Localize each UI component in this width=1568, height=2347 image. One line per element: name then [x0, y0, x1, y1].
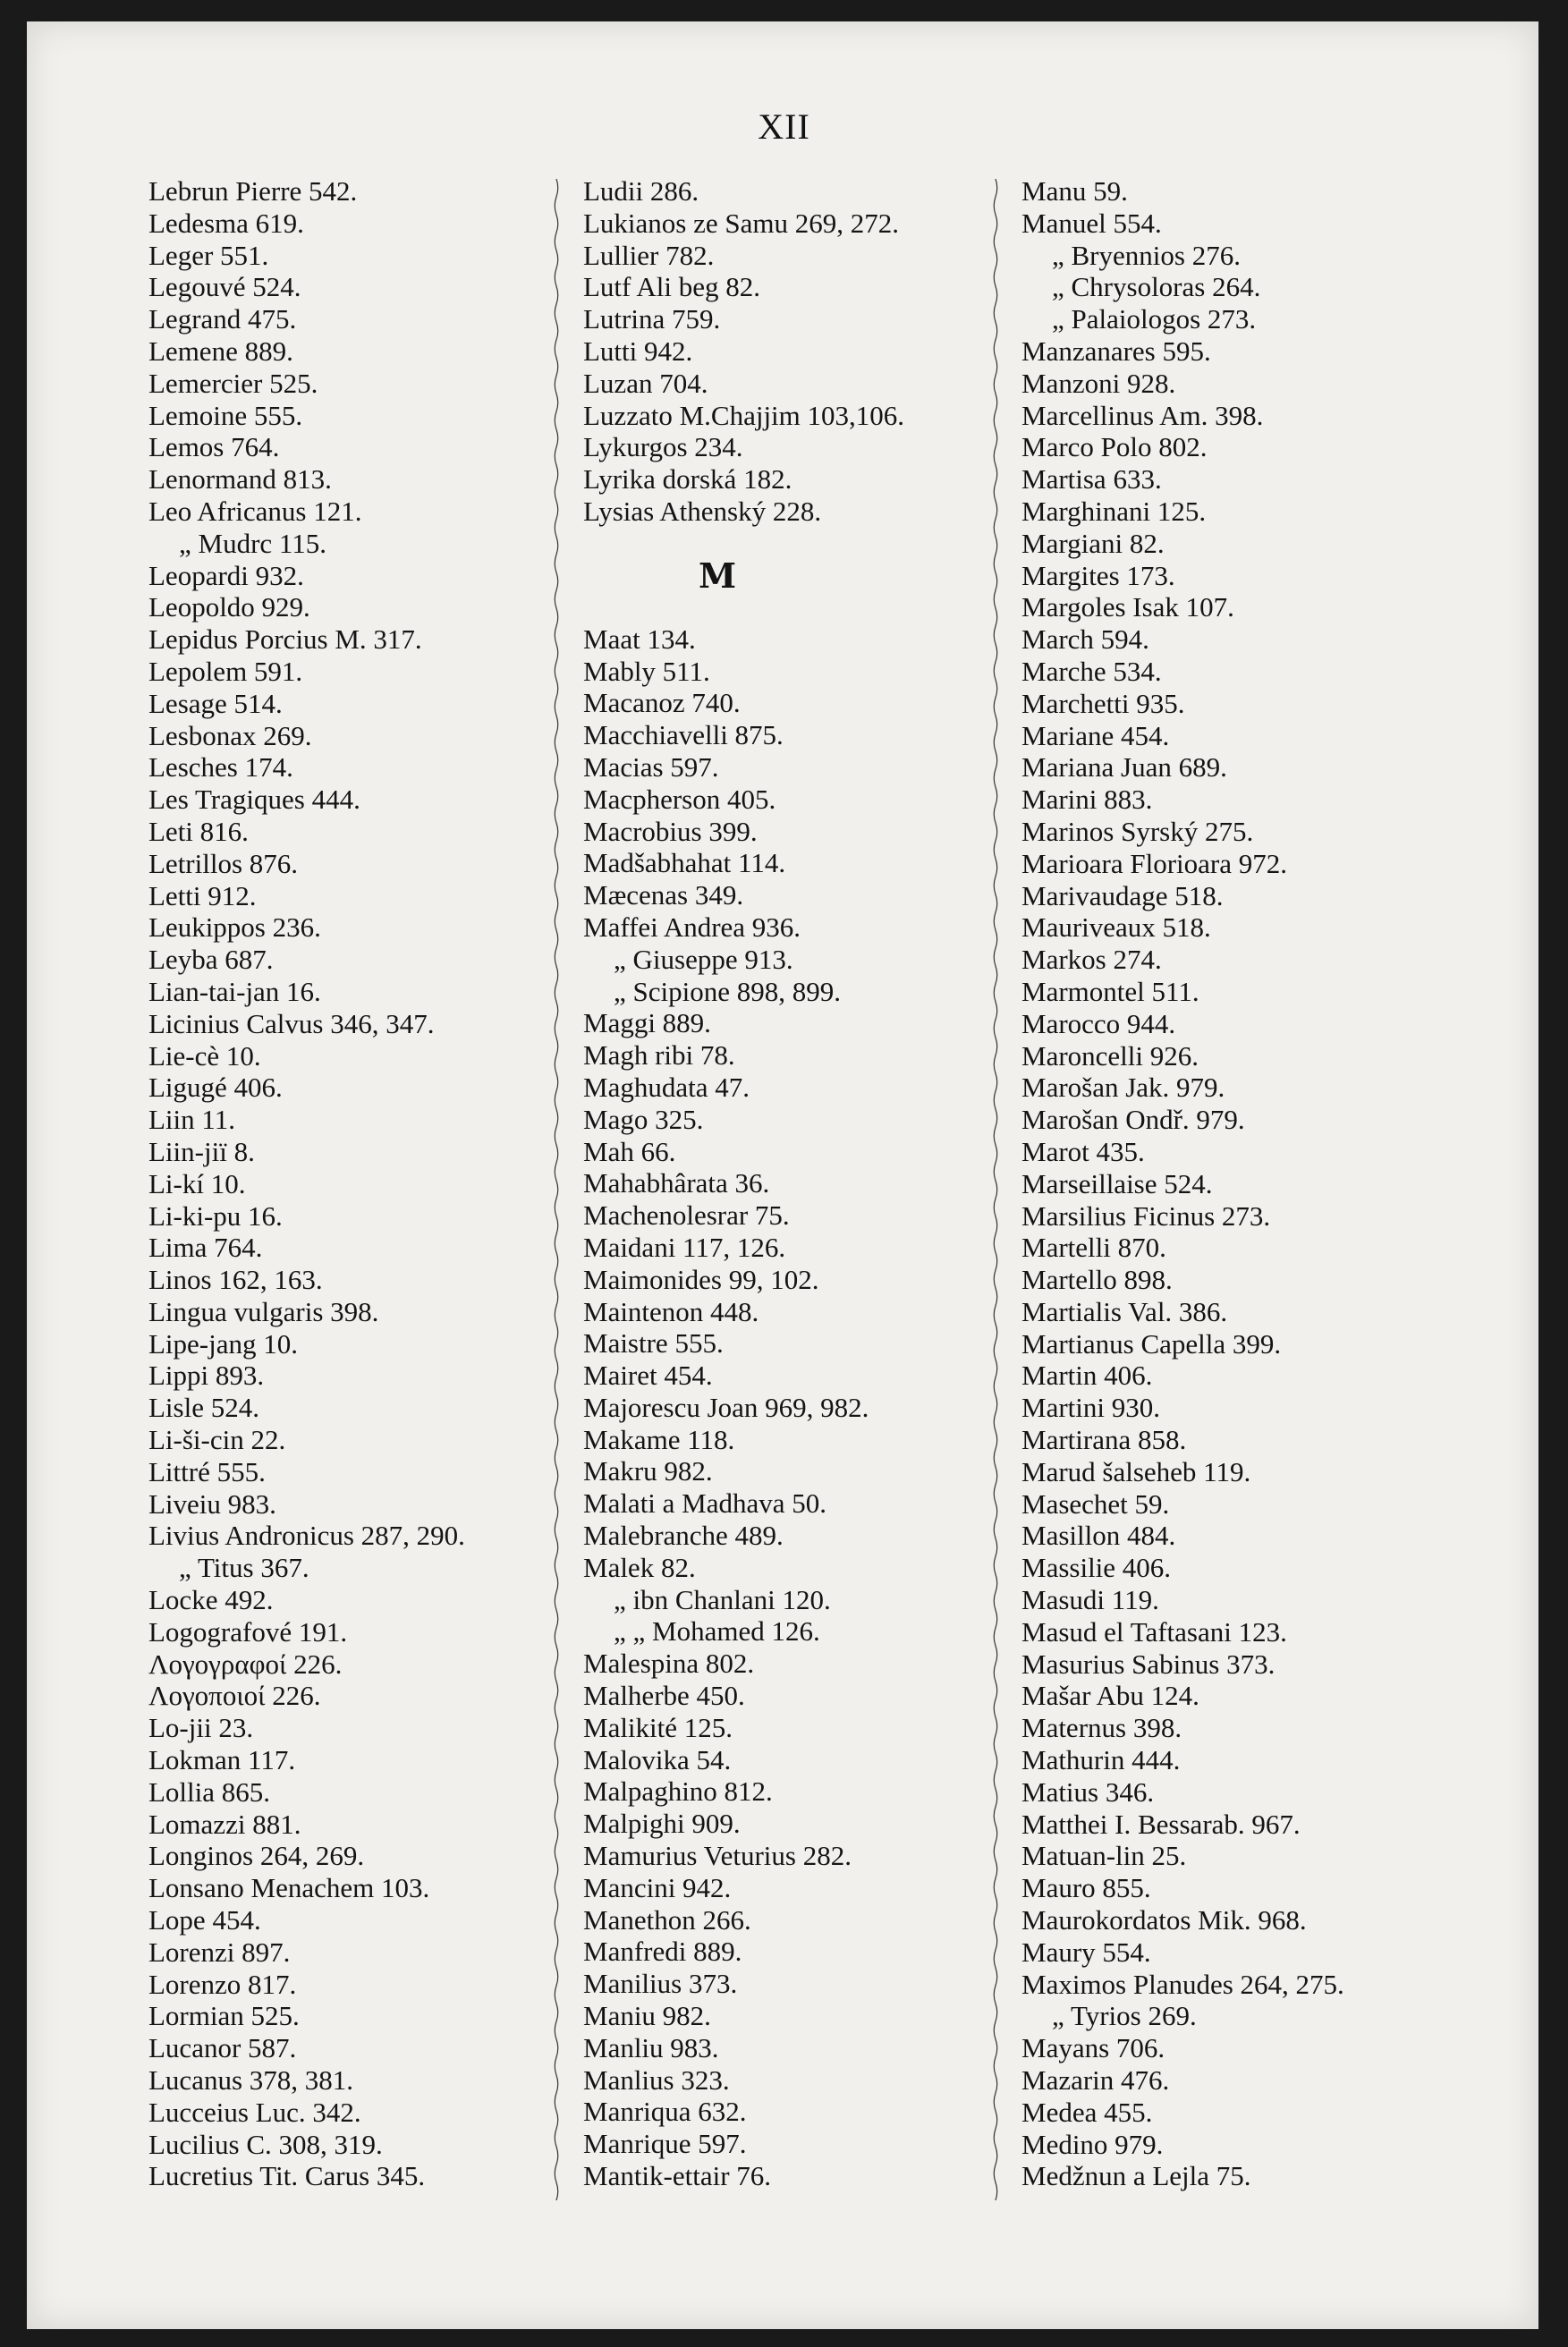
index-entry: Lucilius C. 308, 319. [148, 2128, 383, 2160]
index-entry: Li-ši-cin 22. [148, 1424, 286, 1456]
index-entry: Malebranche 489. [583, 1520, 784, 1552]
index-entry: Mayans 706. [1021, 2032, 1165, 2064]
index-entry: Lonsano Menachem 103. [148, 1872, 430, 1904]
index-entry: Maurokordatos Mik. 968. [1021, 1904, 1307, 1936]
index-entry: Lucanor 587. [148, 2032, 297, 2064]
index-entry: „ Tyrios 269. [1052, 2000, 1197, 2032]
index-entry: Lokman 117. [148, 1744, 296, 1776]
index-entry: Maroncelli 926. [1021, 1039, 1199, 1072]
index-entry: Mæcenas 349. [583, 879, 744, 911]
index-entry: Marini 883. [1021, 784, 1153, 816]
index-entry: Leti 816. [148, 815, 249, 847]
index-entry: Maistre 555. [583, 1327, 724, 1360]
index-entry: Martirana 858. [1021, 1424, 1187, 1456]
index-entry: Martelli 870. [1021, 1232, 1166, 1264]
index-entry: Madšabhahat 114. [583, 847, 786, 879]
index-entry: Maghudata 47. [583, 1071, 750, 1103]
index-entry: Lormian 525. [148, 2000, 300, 2032]
index-entry: Lutti 942. [583, 335, 693, 367]
index-entry: Medžnun a Lejla 75. [1021, 2160, 1251, 2192]
index-entry: Linos 162, 163. [148, 1264, 323, 1296]
index-entry: Licinius Calvus 346, 347. [148, 1007, 435, 1039]
index-entry: Magh ribi 78. [583, 1039, 735, 1072]
index-entry: Lucretius Tit. Carus 345. [148, 2160, 426, 2192]
index-entry: Macias 597. [583, 750, 719, 783]
index-entry: Margites 173. [1021, 559, 1175, 591]
index-entry: „ Scipione 898, 899. [614, 975, 841, 1007]
index-entry: Lope 454. [148, 1904, 261, 1936]
index-entry: Marseillaise 524. [1021, 1167, 1213, 1199]
index-entry: Mah 66. [583, 1135, 676, 1167]
page-number: XII [758, 106, 810, 147]
index-entry: Legouvé 524. [148, 271, 301, 303]
index-entry: Lepolem 591. [148, 655, 303, 687]
index-entry: „ Titus 367. [179, 1552, 309, 1584]
index-entry: Lykurgos 234. [583, 431, 743, 463]
index-entry: „ Bryennios 276. [1052, 239, 1241, 271]
index-entry: Lian-tai-jan 16. [148, 975, 321, 1007]
index-entry: Marud šalseheb 119. [1021, 1455, 1251, 1487]
index-entry: Luzzato M.Chajjim 103,106. [583, 399, 905, 431]
index-entry: Machenolesrar 75. [583, 1199, 790, 1232]
index-entry: Malati a Madhava 50. [583, 1487, 827, 1520]
index-entry: Littré 555. [148, 1455, 266, 1487]
index-entry: Lenormand 813. [148, 463, 332, 496]
index-entry: Manethon 266. [583, 1903, 751, 1936]
index-entry: Lemercier 525. [148, 367, 318, 399]
index-entry: Marinos Syrský 275. [1021, 815, 1254, 847]
index-entry: Lisle 524. [148, 1392, 259, 1424]
index-entry: Martin 406. [1021, 1360, 1153, 1392]
index-entry: Macpherson 405. [583, 783, 776, 815]
index-entry: Martianus Capella 399. [1021, 1327, 1282, 1360]
index-entry: Lorenzi 897. [148, 1936, 291, 1968]
index-entry: Masudi 119. [1021, 1584, 1159, 1616]
index-entry: Mariana Juan 689. [1021, 751, 1227, 784]
index-entry: Lysias Athenský 228. [583, 495, 822, 527]
index-entry: Longinos 264, 269. [148, 1840, 365, 1872]
index-entry: Manuel 554. [1021, 207, 1162, 239]
index-entry: Marošan Jak. 979. [1021, 1072, 1225, 1104]
index-entry: Mašar Abu 124. [1021, 1680, 1199, 1712]
index-entry: Manfredi 889. [583, 1936, 742, 1968]
index-entry: Λογογραφοί 226. [148, 1648, 343, 1680]
index-entry: Lie-cè 10. [148, 1039, 261, 1072]
index-entry: Lemos 764. [148, 431, 280, 463]
index-entry: Maniu 982. [583, 2000, 711, 2032]
index-entry: Malovika 54. [583, 1743, 732, 1775]
index-entry: Markos 274. [1021, 944, 1162, 976]
index-entry: Marocco 944. [1021, 1007, 1176, 1039]
index-entry: Leukippos 236. [148, 911, 321, 944]
index-entry: Maidani 117, 126. [583, 1231, 786, 1263]
index-entry: Manrique 597. [583, 2128, 747, 2160]
index-entry: Liin-jiï 8. [148, 1135, 255, 1167]
index-entry: Ludii 286. [583, 175, 699, 207]
index-entry: Manlius 323. [583, 2063, 730, 2096]
index-entry: Matthei I. Bessarab. 967. [1021, 1808, 1301, 1840]
index-entry: Makru 982. [583, 1455, 713, 1487]
index-entry: Luzan 704. [583, 367, 708, 399]
index-entry: „ Giuseppe 913. [614, 943, 793, 975]
index-entry: „ Mudrc 115. [179, 527, 327, 559]
index-entry: Marghinani 125. [1021, 495, 1207, 527]
index-entry: Leyba 687. [148, 944, 274, 976]
index-entry: Ligugé 406. [148, 1072, 283, 1104]
index-entry: Mantik-ettair 76. [583, 2160, 772, 2192]
index-entry: Majorescu Joan 969, 982. [583, 1391, 869, 1423]
index-entry: Margiani 82. [1021, 527, 1165, 559]
column-rule-right [991, 179, 1000, 2200]
index-entry: Macanoz 740. [583, 687, 741, 719]
index-entry: Mairet 454. [583, 1360, 713, 1392]
index-entry: Margoles Isak 107. [1021, 591, 1234, 623]
index-entry: Medino 979. [1021, 2128, 1164, 2160]
index-entry: Lutrina 759. [583, 303, 721, 335]
index-column-3 [1021, 175, 1442, 2192]
index-entry: Maury 554. [1021, 1936, 1151, 1968]
index-entry: Marcellinus Am. 398. [1021, 399, 1264, 431]
index-entry: Lomazzi 881. [148, 1808, 301, 1840]
index-entry: Lorenzo 817. [148, 1968, 297, 2000]
index-entry: Martini 930. [1021, 1392, 1160, 1424]
index-entry: Les Tragiques 444. [148, 784, 360, 816]
index-entry: Lipe-jang 10. [148, 1327, 299, 1360]
index-entry: Marioara Florioara 972. [1021, 847, 1287, 879]
index-entry: Mazarin 476. [1021, 2064, 1170, 2097]
index-entry: Legrand 475. [148, 303, 297, 335]
index-entry: Liveiu 983. [148, 1487, 276, 1520]
index-entry: Lemoine 555. [148, 399, 303, 431]
index-entry: Manu 59. [1021, 175, 1128, 207]
index-entry: Locke 492. [148, 1584, 274, 1616]
section-heading [583, 528, 986, 623]
index-entry: Lesage 514. [148, 687, 283, 719]
index-entry: Mahabhârata 36. [583, 1167, 770, 1199]
index-entry: Marivaudage 518. [1021, 879, 1224, 911]
index-entry: Lesches 174. [148, 751, 293, 784]
index-entry: Martisa 633. [1021, 463, 1162, 496]
index-entry: Maimonides 99, 102. [583, 1263, 819, 1295]
index-entry: Leopoldo 929. [148, 591, 310, 623]
index-entry: Marošan Ondř. 979. [1021, 1104, 1245, 1136]
index-entry: Malpaghino 812. [583, 1775, 773, 1808]
index-entry: Malek 82. [583, 1551, 696, 1583]
index-entry: Lima 764. [148, 1232, 263, 1264]
index-entry: Manzanares 595. [1021, 335, 1211, 367]
index-entry: Lucceius Luc. 342. [148, 2096, 361, 2128]
index-column-2 [583, 175, 986, 2192]
index-entry: Leger 551. [148, 239, 269, 271]
index-entry: Marot 435. [1021, 1135, 1145, 1167]
index-entry: Marchetti 935. [1021, 687, 1185, 719]
index-entry: Macchiavelli 875. [583, 719, 784, 751]
index-entry: Liin 11. [148, 1104, 236, 1136]
index-entry: Massilie 406. [1021, 1552, 1172, 1584]
index-entry: Lebrun Pierre 542. [148, 175, 358, 207]
index-entry: Marco Polo 802. [1021, 431, 1208, 463]
index-entry: Malpighi 909. [583, 1808, 741, 1840]
index-column-1 [148, 175, 551, 2192]
index-entry: Matius 346. [1021, 1775, 1155, 1808]
index-entry: „ „ Mohamed 126. [614, 1615, 820, 1648]
index-entry: Logografové 191. [148, 1615, 348, 1648]
index-entry: Marche 534. [1021, 655, 1162, 687]
index-entry: Livius Andronicus 287, 290. [148, 1520, 465, 1552]
index-entry: Letti 912. [148, 879, 257, 911]
index-entry: Mathurin 444. [1021, 1744, 1181, 1776]
index-entry: Masud el Taftasani 123. [1021, 1615, 1287, 1648]
index-entry: Maximos Planudes 264, 275. [1021, 1968, 1344, 2000]
index-entry: Maintenon 448. [583, 1295, 759, 1327]
index-entry: Manriqua 632. [583, 2096, 747, 2128]
index-entry: Mancini 942. [583, 1871, 732, 1903]
section-letter: M [698, 555, 737, 596]
index-entry: Marmontel 511. [1021, 975, 1199, 1007]
index-entry: Masechet 59. [1021, 1487, 1170, 1520]
column-rule-left [552, 179, 561, 2200]
index-entry: Manilius 373. [583, 1968, 738, 2000]
index-entry: Lollia 865. [148, 1775, 271, 1808]
index-entry: Manzoni 928. [1021, 367, 1176, 399]
index-entry: Marsilius Ficinus 273. [1021, 1199, 1271, 1232]
index-entry: Lippi 893. [148, 1360, 265, 1392]
index-entry: Mariane 454. [1021, 719, 1170, 751]
index-entry: Li-kí 10. [148, 1167, 246, 1199]
index-entry: „ Chrysoloras 264. [1052, 271, 1261, 303]
index-entry: Maffei Andrea 936. [583, 911, 801, 943]
index-entry: Lukianos ze Samu 269, 272. [583, 207, 900, 239]
index-entry: Li-ki-pu 16. [148, 1199, 283, 1232]
index-entry: Lemene 889. [148, 335, 293, 367]
index-entry: Maternus 398. [1021, 1712, 1182, 1744]
index-entry: Malherbe 450. [583, 1680, 745, 1712]
index-entry: Martialis Val. 386. [1021, 1295, 1228, 1327]
index-entry: Maggi 889. [583, 1007, 711, 1039]
index-entry: Manliu 983. [583, 2031, 719, 2063]
index-entry: Macrobius 399. [583, 815, 758, 847]
index-entry: Mauro 855. [1021, 1872, 1151, 1904]
index-entry: „ Palaiologos 273. [1052, 303, 1257, 335]
index-entry: Matuan-lin 25. [1021, 1840, 1187, 1872]
index-entry: Medea 455. [1021, 2096, 1153, 2128]
index-entry: Lucanus 378, 381. [148, 2064, 354, 2097]
index-entry: Makame 118. [583, 1423, 735, 1455]
index-entry: Mauriveaux 518. [1021, 911, 1211, 944]
index-entry: Malikité 125. [583, 1711, 733, 1743]
index-entry: Ledesma 619. [148, 207, 304, 239]
index-entry: Malespina 802. [583, 1648, 755, 1680]
index-entry: Lutf Ali beg 82. [583, 271, 761, 303]
index-entry: Lingua vulgaris 398. [148, 1295, 379, 1327]
index-entry: Masurius Sabinus 373. [1021, 1648, 1276, 1680]
index-entry: Martello 898. [1021, 1264, 1173, 1296]
index-entry: Leo Africanus 121. [148, 495, 362, 527]
index-entry: Maat 134. [583, 623, 696, 655]
index-entry: „ ibn Chanlani 120. [614, 1583, 831, 1615]
index-entry: Lullier 782. [583, 239, 715, 271]
index-entry: Λογοποιοί 226. [148, 1680, 321, 1712]
index-entry: Leopardi 932. [148, 559, 304, 591]
index-entry: March 594. [1021, 623, 1149, 656]
index-entry: Masillon 484. [1021, 1520, 1176, 1552]
index-entry: Mably 511. [583, 655, 710, 687]
index-entry: Mago 325. [583, 1103, 704, 1135]
index-entry: Letrillos 876. [148, 847, 299, 879]
index-entry: Lesbonax 269. [148, 719, 312, 751]
index-entry: Lepidus Porcius M. 317. [148, 623, 422, 656]
index-entry: Lyrika dorská 182. [583, 463, 792, 496]
index-entry: Lo-jii 23. [148, 1712, 254, 1744]
index-entry: Mamurius Veturius 282. [583, 1840, 852, 1872]
